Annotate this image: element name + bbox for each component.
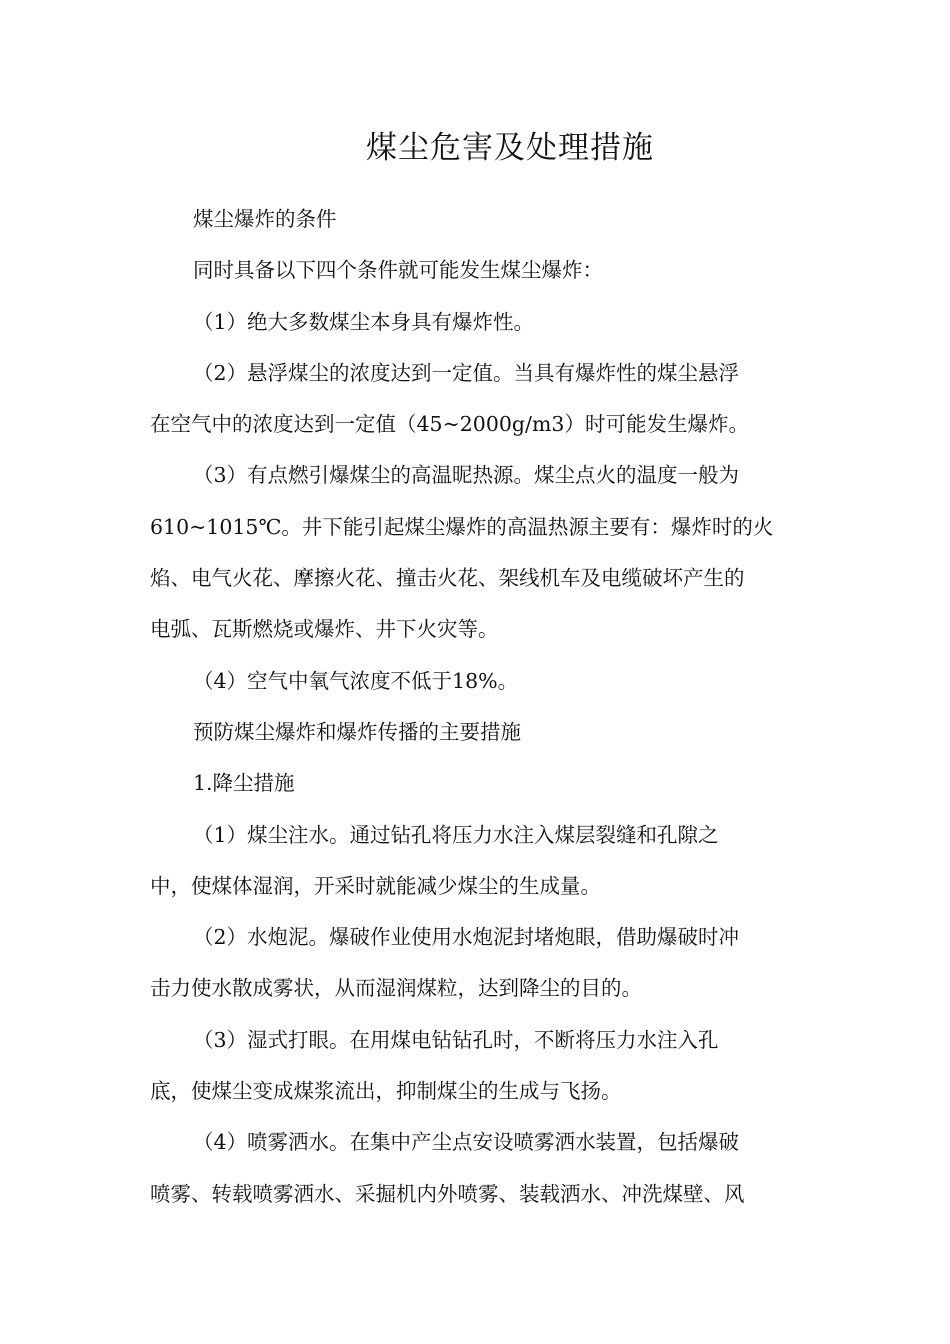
text-line: 焰、电气火花、摩擦火花、撞击火花、架线机车及电缆破坏产生的 <box>150 566 745 591</box>
text-line: （2）水炮泥。爆破作业使用水炮泥封堵炮眼，借助爆破时冲 <box>193 925 740 950</box>
text-line: 预防煤尘爆炸和爆炸传播的主要措施 <box>193 719 521 744</box>
text-line: （1）煤尘注水。通过钻孔将压力水注入煤层裂缝和孔隙之 <box>193 822 719 847</box>
text-line: 中，使煤体湿润，开采时就能减少煤尘的生成量。 <box>150 873 601 898</box>
text-line: （4）空气中氧气浓度不低于18%。 <box>193 668 519 693</box>
text-line: 电弧、瓦斯燃烧或爆炸、井下火灾等。 <box>150 617 499 642</box>
text-line: （4）喷雾洒水。在集中产尘点安设喷雾洒水装置，包括爆破 <box>193 1130 740 1155</box>
text-line: （3）湿式打眼。在用煤电钻钻孔时，不断将压力水注入孔 <box>193 1027 719 1052</box>
text-line: 同时具备以下四个条件就可能发生煤尘爆炸： <box>193 258 603 283</box>
text-line: 煤尘爆炸的条件 <box>193 207 337 231</box>
text-line: 击力使水散成雾状，从而湿润煤粒，达到降尘的目的。 <box>150 976 642 1001</box>
text-line: 底，使煤尘变成煤浆流出，抑制煤尘的生成与飞扬。 <box>150 1079 622 1104</box>
document-title: 煤尘危害及处理措施 <box>366 130 654 166</box>
text-line: （3）有点燃引爆煤尘的高温昵热源。煤尘点火的温度一般为 <box>193 463 740 488</box>
document-body <box>150 194 805 1220</box>
text-line: 610~1015℃。井下能引起煤尘爆炸的高温热源主要有：爆炸时的火 <box>150 514 774 539</box>
text-line: 在空气中的浓度达到一定值（45~2000g/m3）时可能发生爆炸。 <box>150 412 749 437</box>
text-line: （1）绝大多数煤尘本身具有爆炸性。 <box>193 309 535 334</box>
text-line: （2）悬浮煤尘的浓度达到一定值。当具有爆炸性的煤尘悬浮 <box>193 360 740 385</box>
text-line: 1.降尘措施 <box>193 771 295 796</box>
text-line: 喷雾、转载喷雾洒水、采掘机内外喷雾、装载洒水、冲洗煤壁、风 <box>150 1181 745 1206</box>
